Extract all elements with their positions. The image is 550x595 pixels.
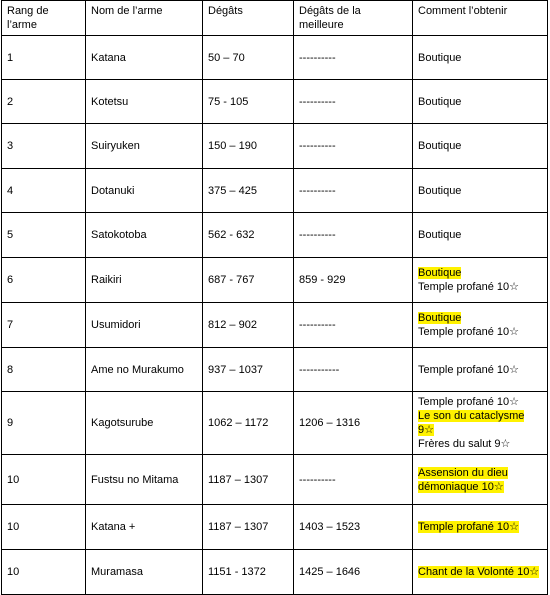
obtain-line	[418, 565, 542, 579]
cell-best-damage: 859 - 929	[294, 258, 413, 303]
cell-name: Dotanuki	[86, 169, 203, 213]
cell-damage: 1151 - 1372	[203, 550, 294, 595]
table-row	[2, 213, 548, 258]
obtain-source: Boutique	[418, 95, 462, 108]
cell-damage: 1187 – 1307	[203, 505, 294, 550]
cell-rank: 6	[2, 258, 86, 303]
cell-name: Ame no Murakumo	[86, 348, 203, 392]
header-rank: Rang de l’arme	[2, 1, 86, 36]
cell-best-damage: 1425 – 1646	[294, 550, 413, 595]
cell-best-damage: ----------	[294, 213, 413, 258]
table-row	[2, 258, 548, 303]
cell-name: Katana	[86, 36, 203, 80]
obtain-line	[418, 325, 542, 339]
table-row	[2, 505, 548, 550]
cell-damage: 1187 – 1307	[203, 455, 294, 505]
obtain-source: Temple profané 10☆	[418, 363, 519, 376]
obtain-line	[418, 51, 542, 65]
cell-rank: 10	[2, 550, 86, 595]
table-row	[2, 392, 548, 455]
cell-name: Satokotoba	[86, 213, 203, 258]
header-damage: Dégâts	[203, 1, 294, 36]
cell-damage: 150 – 190	[203, 124, 294, 169]
table-body	[2, 36, 548, 595]
cell-damage: 375 – 425	[203, 169, 294, 213]
cell-obtain	[413, 550, 548, 595]
table-header	[2, 1, 548, 36]
cell-name: Kagotsurube	[86, 392, 203, 455]
cell-best-damage: ----------	[294, 36, 413, 80]
cell-best-damage: 1206 – 1316	[294, 392, 413, 455]
cell-rank: 2	[2, 80, 86, 124]
obtain-line	[418, 184, 542, 198]
obtain-line	[418, 139, 542, 153]
cell-rank: 8	[2, 348, 86, 392]
obtain-source: Temple profané 10☆	[418, 396, 519, 408]
table-row	[2, 80, 548, 124]
obtain-source-highlighted: Boutique	[418, 267, 462, 279]
cell-rank: 4	[2, 169, 86, 213]
header-name: Nom de l’arme	[86, 1, 203, 36]
cell-name: Fustsu no Mitama	[86, 455, 203, 505]
cell-obtain	[413, 169, 548, 213]
cell-best-damage: ----------	[294, 124, 413, 169]
obtain-line	[418, 395, 542, 409]
obtain-line	[418, 466, 542, 494]
cell-damage: 562 - 632	[203, 213, 294, 258]
cell-obtain	[413, 392, 548, 455]
obtain-source: Boutique	[418, 229, 462, 241]
cell-obtain	[413, 80, 548, 124]
obtain-line	[418, 311, 542, 325]
obtain-line	[418, 266, 542, 280]
cell-name: Katana +	[86, 505, 203, 550]
obtain-source: Boutique	[418, 184, 462, 197]
obtain-source-highlighted: Boutique	[418, 312, 462, 324]
cell-rank: 5	[2, 213, 86, 258]
cell-best-damage: ----------	[294, 169, 413, 213]
cell-name: Raikiri	[86, 258, 203, 303]
cell-obtain	[413, 213, 548, 258]
cell-obtain	[413, 348, 548, 392]
cell-rank: 9	[2, 392, 86, 455]
header-row	[2, 1, 548, 36]
cell-rank: 10	[2, 455, 86, 505]
table-row	[2, 348, 548, 392]
obtain-source-highlighted: Assension du dieu démoniaque 10☆	[418, 466, 508, 493]
cell-rank: 3	[2, 124, 86, 169]
obtain-source-highlighted: Le son du cataclysme 9☆	[418, 410, 525, 436]
cell-obtain	[413, 455, 548, 505]
obtain-source: Boutique	[418, 51, 462, 64]
weapons-table	[1, 0, 548, 595]
obtain-source: Frères du salut 9☆	[418, 438, 511, 450]
cell-best-damage: ----------	[294, 303, 413, 348]
obtain-line	[418, 520, 542, 534]
cell-best-damage: -----------	[294, 348, 413, 392]
header-best-damage: Dégâts de la meilleure	[294, 1, 413, 36]
cell-best-damage: ----------	[294, 455, 413, 505]
cell-damage: 75 - 105	[203, 80, 294, 124]
cell-best-damage: ----------	[294, 80, 413, 124]
cell-obtain	[413, 36, 548, 80]
table-row	[2, 169, 548, 213]
obtain-source: Temple profané 10☆	[418, 326, 519, 338]
cell-obtain	[413, 505, 548, 550]
obtain-line	[418, 228, 542, 242]
cell-rank: 7	[2, 303, 86, 348]
cell-best-damage: 1403 – 1523	[294, 505, 413, 550]
obtain-line	[418, 437, 542, 451]
cell-rank: 10	[2, 505, 86, 550]
table-row	[2, 303, 548, 348]
obtain-line	[418, 409, 542, 437]
obtain-line	[418, 95, 542, 109]
obtain-line	[418, 280, 542, 294]
table-row	[2, 124, 548, 169]
cell-damage: 812 – 902	[203, 303, 294, 348]
cell-obtain	[413, 303, 548, 348]
cell-name: Muramasa	[86, 550, 203, 595]
cell-name: Suiryuken	[86, 124, 203, 169]
table-row	[2, 455, 548, 505]
cell-obtain	[413, 258, 548, 303]
cell-rank: 1	[2, 36, 86, 80]
cell-name: Usumidori	[86, 303, 203, 348]
obtain-source: Boutique	[418, 140, 462, 152]
cell-damage: 50 – 70	[203, 36, 294, 80]
obtain-source: Temple profané 10☆	[418, 281, 519, 293]
table-row	[2, 550, 548, 595]
cell-name: Kotetsu	[86, 80, 203, 124]
obtain-line	[418, 363, 542, 377]
header-obtain: Comment l’obtenir	[413, 1, 548, 36]
table-row	[2, 36, 548, 80]
cell-damage: 687 - 767	[203, 258, 294, 303]
cell-damage: 937 – 1037	[203, 348, 294, 392]
cell-obtain	[413, 124, 548, 169]
obtain-source-highlighted: Temple profané 10☆	[418, 521, 519, 533]
obtain-source-highlighted: Chant de la Volonté 10☆	[418, 566, 540, 578]
cell-damage: 1062 – 1172	[203, 392, 294, 455]
